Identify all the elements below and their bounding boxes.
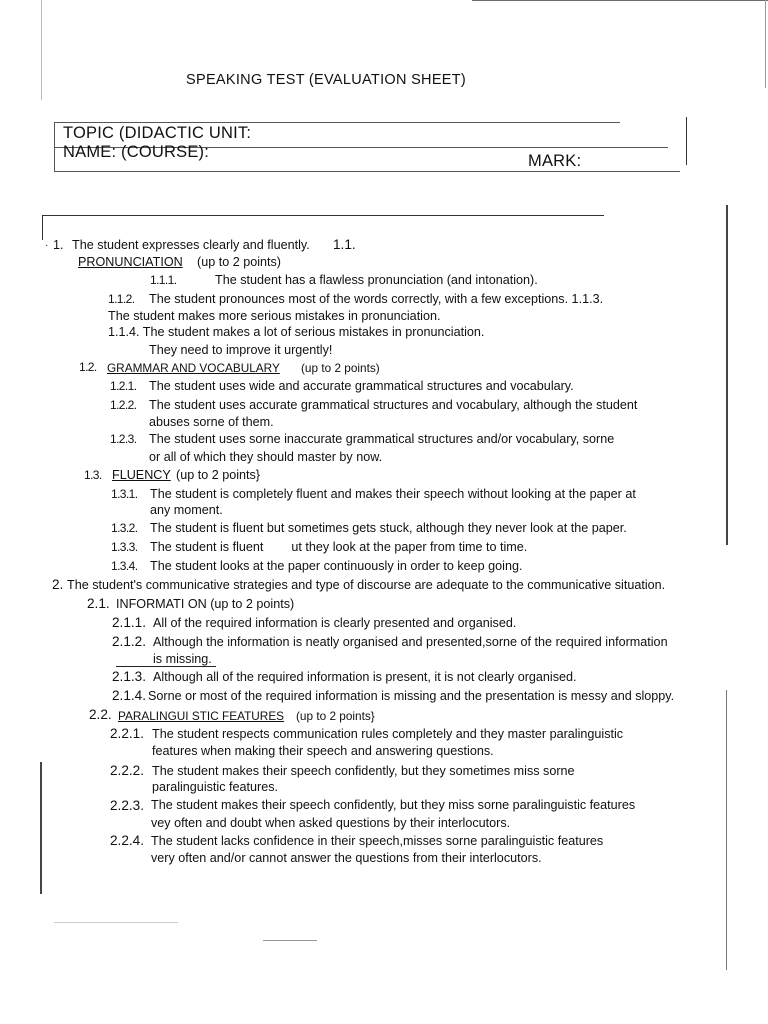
item-1-2-3-number: 1.2.3. [110,432,137,446]
item-1-2-2-number: 1.2.2. [110,398,137,412]
paralinguistic-points: (up to 2 points} [296,709,375,723]
item-1-1-1-number: 1.1.1. [150,273,177,287]
section-2-1-number: 2.1. [87,596,110,611]
header-box-right [686,117,687,165]
name-label: NAME: (COURSE): [63,143,210,161]
header-box-bottom [54,171,484,172]
content-right-border-lower [726,690,727,970]
header-box-top [54,122,620,123]
item-1-2-1-number: 1.2.1. [110,379,137,393]
item-2-2-3-number: 2.2.3. [110,798,145,813]
content-top-rule [42,215,604,216]
item-2-1-2-underline [116,666,216,667]
item-2-2-2-text-cont: paralinguistic features. [152,780,279,794]
item-1-2-2-text: The student uses accurate grammatical structures and vocabulary, although the student [149,398,638,412]
item-2-1-2-text: Although the information is neatly organised and presented,sorne of the required information [153,635,668,649]
item-2-1-2-text-cont: is missing. [153,652,212,666]
sheet-title: SPEAKING TEST (EVALUATION SHEET) [186,72,467,88]
topic-label: TOPIC (DIDACTIC UNIT: [63,124,252,142]
item-2-1-3-text: Although all of the required information is present, it is not clearly organised. [153,670,577,684]
section-2-2-number: 2.2. [89,707,112,722]
content-left-border [42,215,43,240]
section-2-number: 2. [52,577,64,592]
item-2-2-3-text-cont: vey often and doubt when asked questions by their interlocutors. [151,816,511,830]
item-1-3-3-text: The student is fluent ut they look at the paper from time to time. [150,540,528,554]
item-1-3-4-number: 1.3.4. [111,559,138,573]
mark-underline [484,171,680,172]
item-2-1-3-number: 2.1.3. [112,669,147,684]
item-1-1-4-text: 1.1.4. The student makes a lot of serious mistakes in pronunciation. [108,325,485,339]
item-1-3-1-text-cont: any moment. [150,503,223,517]
item-2-2-1-number: 2.2.1. [110,726,145,741]
item-1-3-3-number: 1.3.3. [111,540,138,554]
item-2-2-1-text: The student respects communication rules completely and they master paralinguistic [152,727,624,741]
content-right-border [726,205,728,545]
section-1-number: 1. [53,238,64,252]
item-1-2-3-text: The student uses sorne inaccurate grammatical structures and/or vocabulary, sorne [149,432,615,446]
item-1-3-1-text: The student is completely fluent and makes their speech without looking at the paper at [150,487,636,501]
fluency-label: FLUENCY [112,468,171,482]
item-2-1-4-text: Sorne or most of the required information is missing and the presentation is messy and sloppy. [148,689,675,703]
mark-label: MARK: [528,152,582,170]
footer-rule-left [54,922,178,923]
item-1-1-4-text-cont: They need to improve it urgently! [149,343,333,357]
item-2-2-4-number: 2.2.4. [110,833,145,848]
item-1-3-2-number: 1.3.2. [111,521,138,535]
item-2-2-4-text-cont: very often and/or cannot answer the questions from their interlocutors. [151,851,542,865]
item-1-3-4-text: The student looks at the paper continuously in order to keep going. [150,559,523,573]
item-1-2-3-text-cont: or all of which they should master by now. [149,450,383,464]
section-1-3-number: 1.3. [84,468,102,482]
information-label: INFORMATI ON (up to 2 points) [116,597,295,611]
item-1-2-1-text: The student uses wide and accurate grammatical structures and vocabulary. [149,379,574,393]
right-border-top [765,0,766,88]
item-2-1-2-number: 2.1.2. [112,634,147,649]
grammar-vocabulary-points: (up to 2 points) [301,361,380,375]
item-2-2-3-text: The student makes their speech confidently, but they miss sorne paralinguistic features [151,798,636,812]
item-2-1-1-number: 2.1.1. [112,615,147,630]
pronunciation-label: PRONUNCIATION [78,255,183,269]
item-1-1-3-text: The student makes more serious mistakes in pronunciation. [108,309,441,323]
section-1-text: The student expresses clearly and fluently. [72,238,310,252]
top-right-rule [472,0,768,1]
section-1-1-number: 1.1. [333,237,356,252]
section-2-text: The student's communicative strategies and type of discourse are adequate to the communicative situation. [67,578,666,592]
item-2-2-2-text: The student makes their speech confidently, but they sometimes miss sorne [152,764,575,778]
paralinguistic-label: PARALINGUI STIC FEATURES [118,709,285,723]
content-left-border-lower [40,762,42,894]
left-margin-mark [41,0,42,100]
pronunciation-points: (up to 2 points) [197,255,282,269]
section-1-2-number: 1.2. [79,360,97,374]
footer-rule-center [263,940,317,941]
item-2-1-4-number: 2.1.4. [112,688,147,703]
section-1-bullet: · [45,240,49,251]
item-2-2-2-number: 2.2.2. [110,763,145,778]
item-1-1-2-text: The student pronounces most of the words correctly, with a few exceptions. 1.1.3. [149,292,604,306]
item-1-1-1-text: The student has a flawless pronunciation (and intonation). [215,273,538,287]
item-1-3-1-number: 1.3.1. [111,487,138,501]
grammar-vocabulary-label: GRAMMAR AND VOCABULARY [107,361,280,375]
item-2-1-1-text: All of the required information is clearly presented and organised. [153,616,517,630]
item-2-2-1-text-cont: features when making their speech and answering questions. [152,744,494,758]
item-2-2-4-text: The student lacks confidence in their speech,misses sorne paralinguistic features [151,834,604,848]
item-1-2-2-text-cont: abuses sorne of them. [149,415,274,429]
item-1-1-2-number: 1.1.2. [108,292,135,306]
item-1-3-2-text: The student is fluent but sometimes gets stuck, although they never look at the paper. [150,521,627,535]
fluency-points: (up to 2 points} [176,468,261,482]
